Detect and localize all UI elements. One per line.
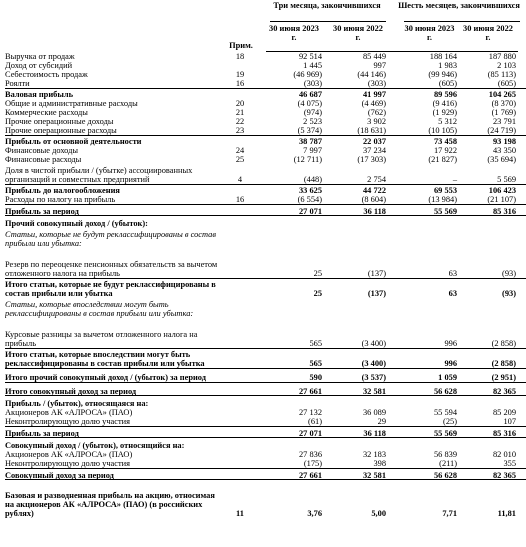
row-value-col-0: 46 687 <box>298 90 322 99</box>
row-value-col-0: (4 075) <box>297 99 322 108</box>
row-value-col-2: 55 569 <box>433 429 457 438</box>
header-period-col-3: 30 июня 2022 г. <box>463 24 513 42</box>
row-value-col-1: 36 118 <box>363 429 386 438</box>
row-value-col-3: (2 951) <box>491 373 516 382</box>
row-note: 21 <box>235 108 245 117</box>
row-value-col-3: 82 010 <box>492 450 516 459</box>
row-value-col-3: 107 <box>503 417 516 426</box>
row-value-col-3: 187 880 <box>488 52 516 61</box>
row-value-col-1: 44 722 <box>362 186 386 195</box>
row-value-col-3: (24 719) <box>487 126 516 135</box>
row-label: Прибыль до налогообложения <box>5 186 120 195</box>
row-value-col-3: 355 <box>503 459 516 468</box>
row-value-col-2: 5 312 <box>438 117 457 126</box>
statement-row <box>0 70 526 79</box>
statement-row <box>0 184 526 195</box>
header-rule-six-months <box>404 21 520 22</box>
row-value-col-1: 997 <box>373 61 386 70</box>
row-label: Прибыль за период <box>5 207 79 216</box>
row-value-col-0: (5 374) <box>297 126 322 135</box>
row-value-col-0: 27 071 <box>298 429 322 438</box>
row-value-col-3: 85 316 <box>492 429 516 438</box>
row-value-col-3: 11,81 <box>497 509 516 518</box>
row-value-col-2: 56 628 <box>433 387 457 396</box>
row-label: Неконтролирующую долю участия <box>5 459 130 468</box>
row-label: Себестоимость продаж <box>5 70 88 79</box>
row-label: Прибыль от основной деятельности <box>5 137 142 146</box>
row-value-col-2: 996 <box>444 339 457 348</box>
row-value-col-3: 82 365 <box>492 387 516 396</box>
row-value-col-0: 7 997 <box>303 146 322 155</box>
row-label: Финансовые доходы <box>5 146 79 155</box>
row-value-col-2: (25) <box>443 417 457 426</box>
row-value-col-1: (762) <box>367 108 386 117</box>
row-label: Акционеров АК «АЛРОСА» (ПАО) <box>5 450 133 459</box>
statement-row <box>0 155 526 164</box>
row-value-col-2: 996 <box>444 359 457 368</box>
row-label: Итого статьи, которые впоследствии могут быть реклассифицированы в состав прибыли или убытка <box>5 350 205 368</box>
row-value-col-2: 63 <box>448 269 457 278</box>
row-note: 25 <box>235 155 245 164</box>
row-note: 22 <box>235 117 245 126</box>
row-value-col-0: (6 554) <box>297 195 322 204</box>
row-value-col-0: (175) <box>303 459 322 468</box>
statement-row <box>0 52 526 61</box>
row-value-col-3: (2 858) <box>491 339 516 348</box>
row-value-col-2: – <box>452 175 457 184</box>
row-value-col-2: (9 416) <box>432 99 457 108</box>
row-value-col-1: (4 469) <box>361 99 386 108</box>
row-value-col-1: 37 234 <box>362 146 386 155</box>
row-value-col-0: 27 071 <box>298 207 322 216</box>
row-label: Финансовые расходы <box>5 155 82 164</box>
row-value-col-1: (3 537) <box>361 373 386 382</box>
statement-row <box>0 426 526 438</box>
row-label: Расходы по налогу на прибыль <box>5 195 116 204</box>
row-value-col-2: (21 827) <box>428 155 457 164</box>
row-value-col-0: (61) <box>308 417 322 426</box>
row-value-col-2: (99 946) <box>428 70 457 79</box>
statement-row <box>0 368 526 382</box>
row-value-col-1: 2 754 <box>367 175 386 184</box>
row-value-col-3: (1 769) <box>491 108 516 117</box>
row-label: Роялти <box>5 79 30 88</box>
row-value-col-0: (303) <box>303 79 322 88</box>
row-value-col-2: 69 553 <box>433 186 457 195</box>
row-value-col-0: 25 <box>313 269 322 278</box>
row-value-col-3: 106 423 <box>488 186 516 195</box>
row-value-col-1: (17 303) <box>357 155 386 164</box>
row-value-col-1: 41 997 <box>362 90 386 99</box>
row-value-col-3: (605) <box>497 79 516 88</box>
row-value-col-1: (18 631) <box>357 126 386 135</box>
row-value-col-0: 565 <box>309 339 322 348</box>
row-label: Итого прочий совокупный доход / (убыток) за период <box>5 373 206 382</box>
row-value-col-1: 22 037 <box>362 137 386 146</box>
header-rule-three-months <box>270 21 386 22</box>
row-label: Итого статьи, которые не будут реклассифицированы в состав прибыли или убытка <box>5 280 216 298</box>
row-note: 19 <box>235 70 245 79</box>
row-value-col-2: 17 922 <box>433 146 457 155</box>
row-note: 18 <box>235 52 245 61</box>
row-value-col-3: (35 694) <box>487 155 516 164</box>
statement-row <box>0 468 526 480</box>
row-value-col-0: (448) <box>303 175 322 184</box>
row-value-col-0: 92 514 <box>298 52 322 61</box>
row-label: Коммерческие расходы <box>5 108 88 117</box>
statement-row <box>0 117 526 126</box>
row-value-col-0: (46 969) <box>293 70 322 79</box>
row-value-col-1: 36 089 <box>362 408 386 417</box>
header-three-months: Три месяца, закончившихся <box>273 1 381 10</box>
row-value-col-1: 32 183 <box>362 450 386 459</box>
statement-row <box>0 298 526 318</box>
row-label: Акционеров АК «АЛРОСА» (ПАО) <box>5 408 133 417</box>
statement-row <box>0 480 526 518</box>
row-note: 20 <box>235 99 245 108</box>
statement-row <box>0 204 526 216</box>
row-label: Валовая прибыль <box>5 90 74 99</box>
row-note: 23 <box>235 126 245 135</box>
row-value-col-3: 2 103 <box>497 61 516 70</box>
row-label: Резерв по переоценке пенсионных обязательств за вычетом отложенного налога на прибыль <box>5 260 218 278</box>
row-value-col-3: (93) <box>502 289 516 298</box>
row-value-col-2: 89 596 <box>433 90 457 99</box>
row-value-col-1: 32 581 <box>362 387 386 396</box>
row-value-col-0: 590 <box>309 373 322 382</box>
row-value-col-1: 85 449 <box>362 52 386 61</box>
row-value-col-1: (3 400) <box>361 359 386 368</box>
statement-row <box>0 438 526 450</box>
statement-row <box>0 146 526 155</box>
statement-row <box>0 108 526 117</box>
row-value-col-2: 63 <box>448 289 457 298</box>
statement-row <box>0 450 526 459</box>
statement-row <box>0 216 526 228</box>
row-label: Базовая и разводненная прибыль на акцию, относимая на акционеров АК «АЛРОСА» (ПАО) (в российских рублях) <box>5 491 215 518</box>
row-value-col-3: 23 791 <box>492 117 516 126</box>
row-label: Доход от субсидий <box>5 61 73 70</box>
row-value-col-0: (974) <box>303 108 322 117</box>
row-value-col-2: 56 628 <box>433 471 457 480</box>
row-value-col-3: 85 209 <box>492 408 516 417</box>
statement-row <box>0 278 526 298</box>
row-note: 16 <box>235 79 245 88</box>
row-value-col-1: (8 604) <box>361 195 386 204</box>
row-label: Прочие операционные расходы <box>5 126 117 135</box>
row-value-col-3: 104 265 <box>488 90 516 99</box>
row-value-col-1: 29 <box>377 417 386 426</box>
row-value-col-3: (93) <box>502 269 516 278</box>
statement-row <box>0 195 526 204</box>
row-value-col-2: (1 929) <box>432 108 457 117</box>
row-label: Прочий совокупный доход / (убыток): <box>5 219 148 228</box>
row-value-col-1: (303) <box>367 79 386 88</box>
row-value-col-2: (211) <box>439 459 457 468</box>
row-value-col-2: 55 569 <box>433 207 457 216</box>
statement-row <box>0 459 526 468</box>
statement-row <box>0 348 526 368</box>
row-value-col-0: 27 836 <box>298 450 322 459</box>
row-value-col-2: 188 164 <box>429 52 457 61</box>
row-label: Выручка от продаж <box>5 52 75 61</box>
row-value-col-0: 27 661 <box>298 471 322 480</box>
row-value-col-2: 56 839 <box>433 450 457 459</box>
row-value-col-1: (137) <box>367 289 386 298</box>
row-value-col-2: 1 059 <box>438 373 457 382</box>
row-note: 16 <box>235 195 245 204</box>
header-period-col-2: 30 июня 2023 г. <box>404 24 455 42</box>
statement-row <box>0 228 526 248</box>
row-note: 4 <box>237 175 243 184</box>
row-value-col-1: (137) <box>367 269 386 278</box>
row-value-col-2: (605) <box>438 79 457 88</box>
row-value-col-2: (10 105) <box>428 126 457 135</box>
row-value-col-0: 565 <box>309 359 322 368</box>
header-period-col-1: 30 июня 2022 г. <box>333 24 383 42</box>
row-value-col-1: 398 <box>373 459 386 468</box>
statement-row <box>0 126 526 135</box>
row-value-col-3: 93 198 <box>492 137 516 146</box>
row-value-col-0: 27 661 <box>298 387 322 396</box>
row-value-col-2: 7,71 <box>442 509 457 518</box>
row-value-col-0: 33 625 <box>298 186 322 195</box>
statement-row <box>0 408 526 417</box>
row-label: Общие и административные расходы <box>5 99 138 108</box>
row-value-col-0: 3,76 <box>307 509 322 518</box>
statement-row <box>0 318 526 348</box>
row-value-col-0: 1 445 <box>303 61 322 70</box>
row-value-col-1: 5,00 <box>371 509 386 518</box>
row-label: Совокупный доход / (убыток), относящийся на: <box>5 441 185 450</box>
row-value-col-3: (2 858) <box>491 359 516 368</box>
row-value-col-2: (13 984) <box>428 195 457 204</box>
row-value-col-1: (3 400) <box>361 339 386 348</box>
row-value-col-1: 3 902 <box>367 117 386 126</box>
statement-row <box>0 88 526 99</box>
row-label: Совокупный доход за период <box>5 471 114 480</box>
row-value-col-3: (21 107) <box>487 195 516 204</box>
header-period-col-0: 30 июня 2023 г. <box>269 24 319 42</box>
row-label: Курсовые разницы за вычетом отложенного налога на прибыль <box>5 330 198 348</box>
statement-row <box>0 248 526 278</box>
statement-row <box>0 382 526 396</box>
row-note: 24 <box>235 146 245 155</box>
row-value-col-3: (85 113) <box>487 70 516 79</box>
row-value-col-3: 43 350 <box>492 146 516 155</box>
row-label: Прибыль / (убыток), относящаяся на: <box>5 399 149 408</box>
row-label: Итого совокупный доход за период <box>5 387 137 396</box>
row-label: Статьи, которые не будут реклассифицированы в состав прибыли или убытка: <box>5 230 216 248</box>
statement-row <box>0 135 526 146</box>
row-value-col-1: 32 581 <box>362 471 386 480</box>
row-value-col-0: 38 787 <box>298 137 322 146</box>
row-value-col-2: 55 594 <box>433 408 457 417</box>
row-label: Прочие операционные доходы <box>5 117 114 126</box>
row-value-col-1: 36 118 <box>363 207 386 216</box>
statement-row <box>0 164 526 184</box>
row-label: Статьи, которые впоследствии могут быть реклассифицированы в состав прибыли или убытка: <box>5 300 194 318</box>
row-value-col-2: 1 983 <box>438 61 457 70</box>
row-value-col-2: 73 458 <box>433 137 457 146</box>
header-six-months: Шесть месяцев, закончившихся <box>398 1 520 10</box>
statement-row <box>0 99 526 108</box>
row-value-col-3: 85 316 <box>492 207 516 216</box>
row-value-col-3: (8 370) <box>491 99 516 108</box>
header-note-label: Прим. <box>229 41 253 50</box>
row-value-col-0: 2 523 <box>303 117 322 126</box>
row-label: Неконтролирующую долю участия <box>5 417 130 426</box>
statement-row <box>0 396 526 408</box>
statement-row <box>0 61 526 70</box>
row-value-col-0: 25 <box>313 289 322 298</box>
row-value-col-3: 5 569 <box>497 175 516 184</box>
row-label: Доля в чистой прибыли / (убытке) ассоциированных организаций и совместных предприятий <box>5 166 193 184</box>
statement-row <box>0 417 526 426</box>
row-value-col-0: (12 711) <box>293 155 322 164</box>
statement-row <box>0 79 526 88</box>
row-value-col-1: (44 146) <box>357 70 386 79</box>
row-value-col-0: 27 132 <box>298 408 322 417</box>
row-note: 11 <box>236 509 244 518</box>
row-label: Прибыль за период <box>5 429 79 438</box>
row-value-col-3: 82 365 <box>492 471 516 480</box>
